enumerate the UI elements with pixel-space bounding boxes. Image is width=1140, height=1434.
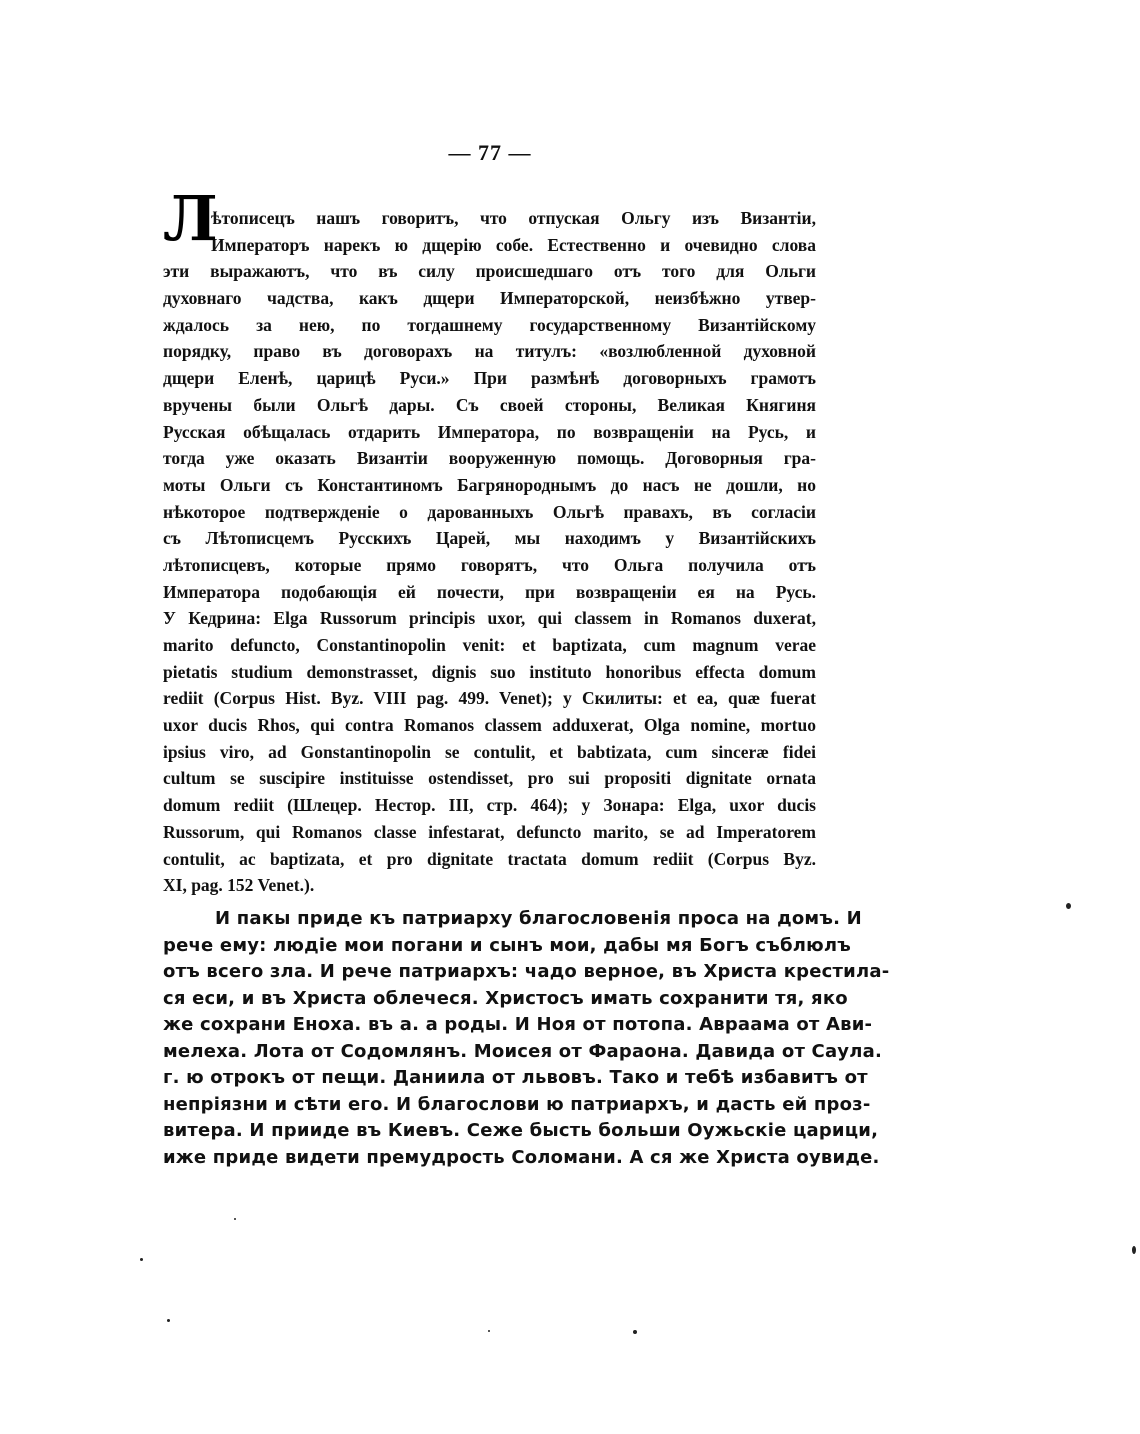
paper-speck (140, 1258, 143, 1261)
text-line: вручены были Ольгѣ дары. Съ своей стороны, Великая Княгиня (163, 394, 816, 415)
paper-speck (167, 1319, 170, 1322)
text-line: Императоръ нарекъ ю дщерію собе. Естественно и очевидно слова (211, 234, 816, 255)
drop-cap-initial: Л (163, 182, 218, 255)
text-line: Русская обѣщалась отдарить Императора, по возвращеніи на Русь, и (163, 421, 816, 442)
page-number: — 77 — (448, 140, 532, 165)
paper-speck (488, 1330, 490, 1332)
main-text-block (163, 182, 816, 899)
quote-line: же сохрани Еноха. въ а. а роды. И Ноя от потопа. Авраама от Ави- (163, 1014, 873, 1035)
text-line: порядку, право въ договорахъ на титулъ: «возлюбленной духовной (163, 341, 816, 362)
quote-line: витера. И прииде въ Киевъ. Сеже бысть больши Оужьскіе царици, (163, 1120, 879, 1141)
quote-line: И пакы приде къ патриарху благословенія проса на домъ. И (215, 908, 862, 929)
text-line: domum rediit (Шлецер. Нестор. III, стр. 464); у Зонара: Elga, uxor ducis (163, 795, 816, 816)
text-line: лѣтописцевъ, которые прямо говорятъ, что Ольга получила отъ (163, 554, 816, 575)
quote-line: иже приде видети премудрость Соломани. А ся же Христа оувиде. (163, 1146, 880, 1168)
text-line: ждалось за нею, по тогдашнему государственному Византійскому (163, 314, 816, 335)
text-line: моты Ольги съ Константиномъ Багрянороднымъ до насъ не дошли, но (163, 474, 816, 495)
text-line: нѣкоторое подтвержденіе о дарованныхъ Ольгѣ правахъ, въ согласіи (163, 501, 816, 522)
text-line: marito defuncto, Constantinopolin venit: et baptizata, cum magnum verae (163, 635, 816, 655)
quote-line: непріязни и сѣти его. И благослови ю патриархъ, и дасть ей проз- (163, 1093, 871, 1115)
paper-speck (1132, 1246, 1136, 1254)
quote-line: ся еси, и въ Христа облечеся. Христосъ имать сохранити тя, яко (163, 987, 848, 1009)
quote-line: рече ему: людіе мои погани и сынъ мои, дабы мя Богъ съблюлъ (163, 934, 851, 956)
church-slavonic-quote (163, 906, 890, 1171)
text-line: contulit, ac baptizata, et pro dignitate tractata domum rediit (Corpus Byz. (163, 848, 816, 869)
text-line: тогда уже оказать Византіи вооруженную помощь. Договорныя гра- (163, 448, 816, 469)
text-line: дщери Еленѣ, царицѣ Руси.» При размѣнѣ договорныхъ грамотъ (163, 368, 816, 389)
text-line: ѣтописецъ нашъ говоритъ, что отпуская Ольгу изъ Византіи, (211, 208, 816, 228)
text-line: ipsius viro, ad Gonstantinopolin se contulit, et babtizata, cum sinceræ fidei (163, 741, 816, 762)
text-line: Russorum, qui Romanos classe infestarat, defuncto marito, se ad Imperatorem (163, 821, 816, 842)
quote-line: г. ю отрокъ от пещи. Даниила от львовъ. Тако и тебѣ избавитъ от (163, 1067, 868, 1088)
quote-line: отъ всего зла. И рече патриархъ: чадо верное, въ Христа крестила- (163, 961, 890, 982)
text-line: У Кедрина: Elga Russorum principis uxor, qui classem in Romanos duxerat, (163, 608, 816, 629)
text-line: XI, pag. 152 Venet.). (163, 875, 315, 896)
paper-speck (633, 1330, 637, 1334)
text-line: эти выражаютъ, что въ силу происшедшаго отъ того для Ольги (163, 261, 816, 282)
text-line: съ Лѣтописцемъ Русскихъ Царей, мы находимъ у Византійскихъ (163, 528, 816, 549)
text-line: pietatis studium demonstrasset, dignis suo instituto honoribus effecta domum (163, 661, 816, 682)
text-line: uxor ducis Rhos, qui contra Romanos classem adduxerat, Olga nomine, mortuo (163, 715, 816, 736)
paper-speck (1066, 903, 1071, 909)
text-line: cultum se suscipire instituisse ostendisset, pro sui propositi dignitate ornata (163, 768, 816, 789)
text-line: Императора подобающія ей почести, при возвращеніи ея на Русь. (163, 581, 816, 602)
paper-speck (234, 1218, 236, 1220)
text-line: духовнаго чадства, какъ дщери Императорской, неизбѣжно утвер- (163, 288, 816, 309)
text-line: rediit (Corpus Hist. Byz. VIII pag. 499. Venet); у Скилиты: et ea, quæ fuerat (163, 688, 816, 709)
quote-line: мелеха. Лота от Содомлянъ. Моисея от Фараона. Давида от Саула. (163, 1040, 882, 1062)
